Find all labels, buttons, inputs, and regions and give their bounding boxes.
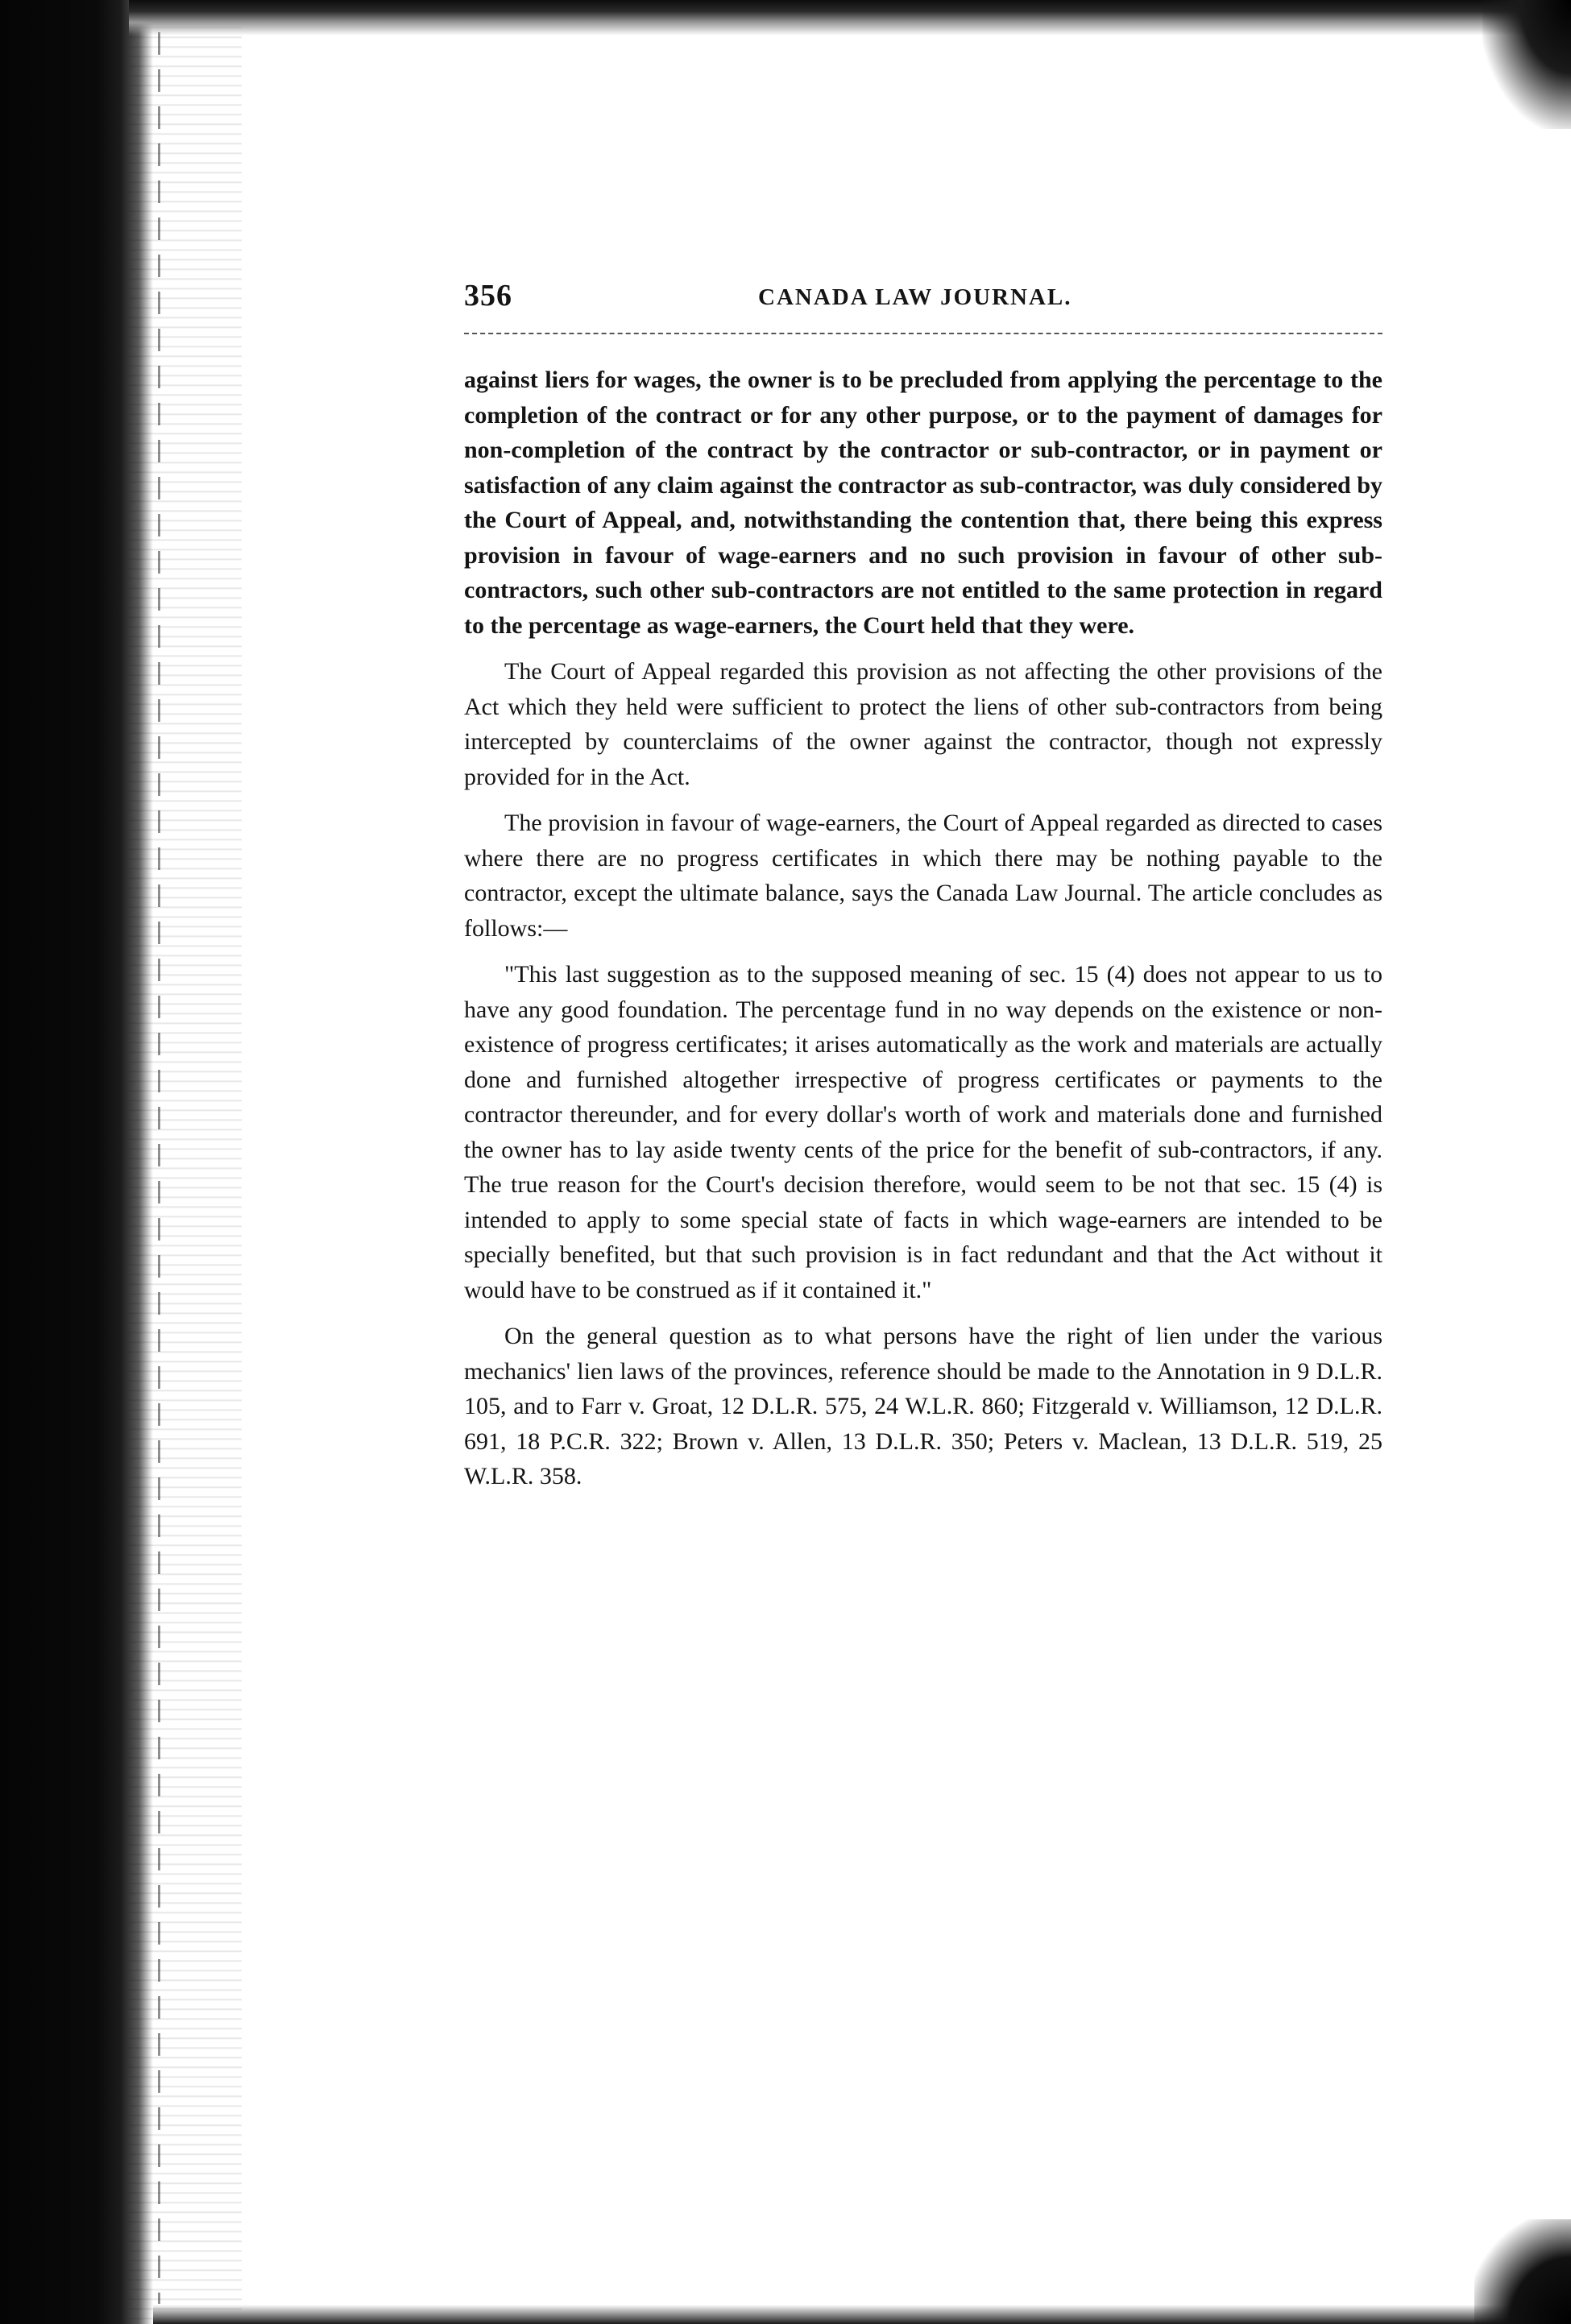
page-header: [464, 278, 1382, 318]
body-text: [464, 362, 1382, 1506]
paragraph-2: The Court of Appeal regarded this provision as not affecting the other provisions of the Act which they held were sufficient to protect the liens of other sub-contractors from being intercepted by counterclaims of the owner against the contractor, though not expressly provided for in the Act.: [464, 658, 1382, 790]
document-page: [464, 278, 1382, 1489]
scan-top-edge: [129, 0, 1571, 35]
header-rule: [464, 333, 1382, 334]
paragraph-1: against liers for wages, the owner is to be precluded from applying the percentage to the completion of the contract or for any other purpose, or to the payment of damages for non-completion of the contract by the contractor or sub-contractor, or in payment or satisfaction of any claim against the contractor as sub-contractor, was duly considered by the Court of Appeal, and, notwithstanding the contention that, there being this express provision in favour of wage-earners and no such provision in favour of other sub-contractors, such other sub-contractors are not entitled to the same protection in regard to the percentage as wage-earners, the Court held that they were.: [464, 367, 1382, 639]
page-number: 356: [464, 279, 512, 313]
scan-top-right-corner: [1482, 0, 1571, 129]
paragraph-5-references: On the general question as to what persons have the right of lien under the various mechanics' lien laws of the provinces, reference should be made to the Annotation in 9 D.L.R. 105, and to Farr v. Groat, 12 D.L.R. 575, 24 W.L.R. 860; Fitzgerald v. Williamson, 12 D.L.R. 691, 18 P.C.R. 322; Brown v. Allen, 13 D.L.R. 350; Peters v. Maclean, 13 D.L.R. 519, 25 W.L.R. 358.: [464, 1323, 1382, 1489]
scan-gutter-line: [158, 32, 160, 2304]
paragraph-3: The provision in favour of wage-earners, the Court of Appeal regarded as directed to cases where there are no progress certificates in which there may be nothing payable to the contractor, except the ultimate balance, says the Canada Law Journal. The article concludes as follows:—: [464, 810, 1382, 942]
paragraph-4-quotation: "This last suggestion as to the supposed meaning of sec. 15 (4) does not appear to us to have any good foundation. The percentage fund in no way depends on the existence or non-existence of progress certificates; it arises automatically as the work and materials are actually done and furnished altogether irrespective of progress certificates or payments to the contractor thereunder, and for every dollar's worth of work and materials done and furnished the owner has to lay aside twenty cents of the price for the benefit of sub-contractors, if any. The true reason for the Court's decision therefore, would seem to be not that sec. 15 (4) is intended to apply to some special state of facts in which wage-earners are intended to be specially benefited, but that such provision is in fact redundant and that the Act without it would have to be construed as if it contained it.": [464, 961, 1382, 1303]
scan-bottom-edge: [153, 2305, 1571, 2324]
running-head: CANADA LAW JOURNAL.: [758, 284, 1072, 310]
scan-speckle: [129, 0, 242, 2324]
scan-bottom-right-corner: [1474, 2219, 1571, 2324]
